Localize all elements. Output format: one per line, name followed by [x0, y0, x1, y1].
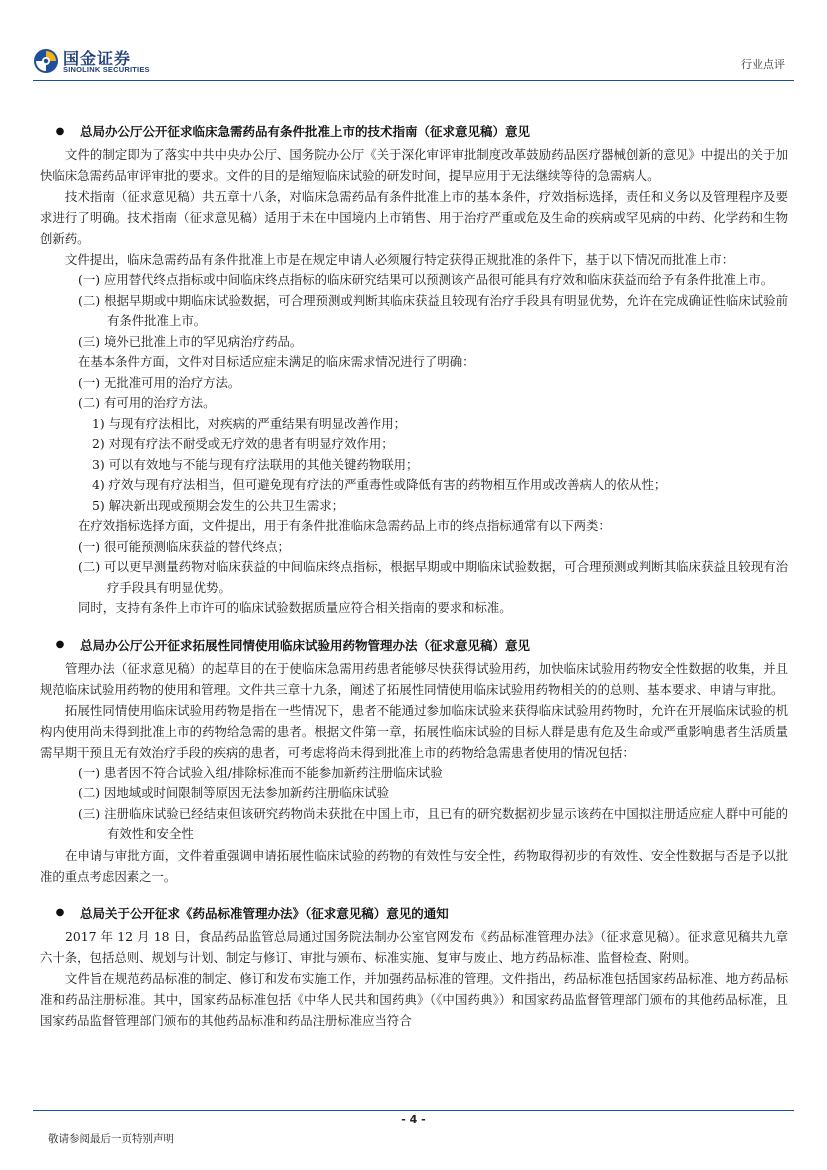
paragraph: 在申请与审批方面，文件着重强调申请拓展性临床试验的药物的有效性与安全性，药物取得初步的有效性、安全性数据与否是予以批准的重点考虑因素之一。	[40, 847, 788, 884]
company-logo	[33, 48, 153, 78]
numbered-item: 4) 疗效与现有疗法相当，但可避免现有疗法的严重毒性或降低有害的药物相互作用或改善病人的依从性；	[92, 477, 667, 492]
list-item: (一) 应用替代终点指标或中间临床终点指标的临床研究结果可以预测该产品很可能具有疗效和临床获益而给予有条件批准上市。	[78, 272, 774, 287]
list-item: (二) 有可用的治疗方法。	[78, 395, 216, 410]
section-title-text: 总局办公厅公开征求临床急需药品有条件批准上市的技术指南（征求意见稿）意见	[80, 124, 531, 139]
header-divider	[33, 80, 794, 81]
paragraph: 在疗效指标选择方面，文件提出，用于有条件批准临床急需药品上市的终点指标通常有以下两类：	[78, 518, 611, 533]
paragraph: 2017 年 12 月 18 日，食品药品监管总局通过国务院法制办公室官网发布《药品标准管理办法》（征求意见稿）。征求意见稿共九章六十条，包括总则、规划与计划、制定与修订、审批与颁布、标准实施、复审与废止、地方药品标准、监督检查、附则。	[40, 928, 788, 965]
paragraph: 同时，支持有条件上市许可的临床试验数据质量应符合相关指南的要求和标准。	[78, 600, 512, 615]
bullet-icon: ●	[55, 125, 65, 137]
report-body	[40, 120, 788, 1031]
list-item: (一) 患者因不符合试验入组/排除标准而不能参加新药注册临床试验	[78, 764, 443, 780]
section-title	[40, 120, 788, 142]
paragraph: 文件提出，临床急需药品有条件批准上市是在规定申请人必须履行特定获得正规批准的条件下，基于以下情况而批准上市：	[65, 252, 735, 267]
bullet-icon: ●	[55, 639, 65, 650]
list-item: (二) 因地域或时间限制等原因无法参加新药注册临床试验	[78, 785, 389, 800]
paragraph: 技术指南（征求意见稿）共五章十八条，对临床急需药品有条件批准上市的基本条件，疗效指标选择，责任和义务以及管理程序及要求进行了明确。技术指南（征求意见稿）适用于未在中国境内上市销售、用于治疗严重或危及生命的疾病或罕见病的中药、化学药和生物创新药。	[40, 189, 788, 246]
section-title	[40, 634, 788, 656]
list-item: (二) 根据早期或中期临床试验数据，可合理预测或判断其临床获益且较现有治疗手段具有明显优势，允许在完成确证性临床试验前有条件批准上市。	[78, 292, 788, 328]
numbered-item: 2) 对现有疗法不耐受或无疗效的患者有明显疗效作用；	[92, 436, 394, 451]
list-item: (三) 注册临床试验已经结束但该研究药物尚未获批在中国上市，且已有的研究数据初步显示该药在中国拟注册适应症人群中可能的有效性和安全性	[78, 805, 788, 841]
section-title-text: 总局关于公开征求《药品标准管理办法》（征求意见稿）意见的通知	[80, 905, 449, 921]
bullet-icon: ●	[55, 907, 65, 918]
numbered-item: 3) 可以有效地与不能与现有疗法联用的其他关键药物联用；	[92, 456, 419, 472]
page-header	[0, 0, 827, 80]
page-number: - 4 -	[401, 1113, 426, 1126]
logo-chinese-name: 国金证券	[63, 49, 132, 68]
paragraph: 管理办法（征求意见稿）的起草目的在于使临床急需用药患者能够尽快获得试验用药，加快临床试验用药物安全性数据的收集，并且规范临床试验用药物的使用和管理。文件共三章十九条，阐述了拓展性同情使用临床试验用药物相关的的总则、基本要求、申请与审批。	[40, 660, 788, 697]
paragraph: 文件的制定即为了落实中共中央办公厅、国务院办公厅《关于深化审评审批制度改革鼓励药品医疗器械创新的意见》中提出的关于加快临床急需药品审评审批的要求。文件的目的是缩短临床试验的研发时间，提早应用于无法继续等待的急需病人。	[40, 147, 788, 183]
paragraph: 拓展性同情使用临床试验用药物是指在一些情况下，患者不能通过参加临床试验来获得临床试验用药物时，允许在开展临床试验的机构内使用尚未得到批准上市的药物给急需的患者。根据文件第一章，拓展性临床试验的目标人群是患有危及生命或严重影响患者生活质量需早期干预且无有效治疗手段的疾病的患者，可考虑将尚未得到批准上市的药物给急需患者使用的情况包括：	[40, 702, 788, 760]
numbered-item: 5) 解决新出现或预期会发生的公共卫生需求；	[92, 497, 345, 513]
footer-divider	[33, 1110, 794, 1111]
paragraph: 文件旨在规范药品标准的制定、修订和发布实施工作，并加强药品标准的管理。文件指出，药品标准包括国家药品标准、地方药品标准和药品注册标准。其中，国家药品标准包括《中华人民共和国药典》（《中国药典》）和国家药品监督管理部门颁布的其他药品标准，且国家药品监督管理部门颁布的其他药品标准和药品注册标准应当符合	[40, 970, 788, 1028]
list-item: (一) 很可能预测临床获益的替代终点；	[78, 538, 290, 554]
sinolink-logo-icon	[33, 48, 59, 74]
report-type-label: 行业点评	[741, 58, 785, 71]
logo-english-name: SINOLINK SECURITIES	[63, 65, 150, 74]
section-title-text: 总局办公厅公开征求拓展性同情使用临床试验用药物管理办法（征求意见稿）意见	[80, 637, 531, 653]
numbered-item: 1) 与现有疗法相比，对疾病的严重结果有明显改善作用；	[92, 415, 407, 431]
list-item: (三) 境外已批准上市的罕见病治疗药品。	[78, 333, 303, 349]
disclaimer-note: 敬请参阅最后一页特别声明	[48, 1133, 174, 1145]
section-title	[40, 902, 788, 924]
list-item: (一) 无批准可用的治疗方法。	[78, 374, 241, 390]
paragraph: 在基本条件方面，文件对目标适应症未满足的临床需求情况进行了明确：	[78, 354, 475, 369]
list-item: (二) 可以更早测量药物对临床获益的中间临床终点指标，根据早期或中期临床试验数据，可合理预测或判断其临床获益且较现有治疗手段具有明显优势。	[78, 559, 788, 595]
